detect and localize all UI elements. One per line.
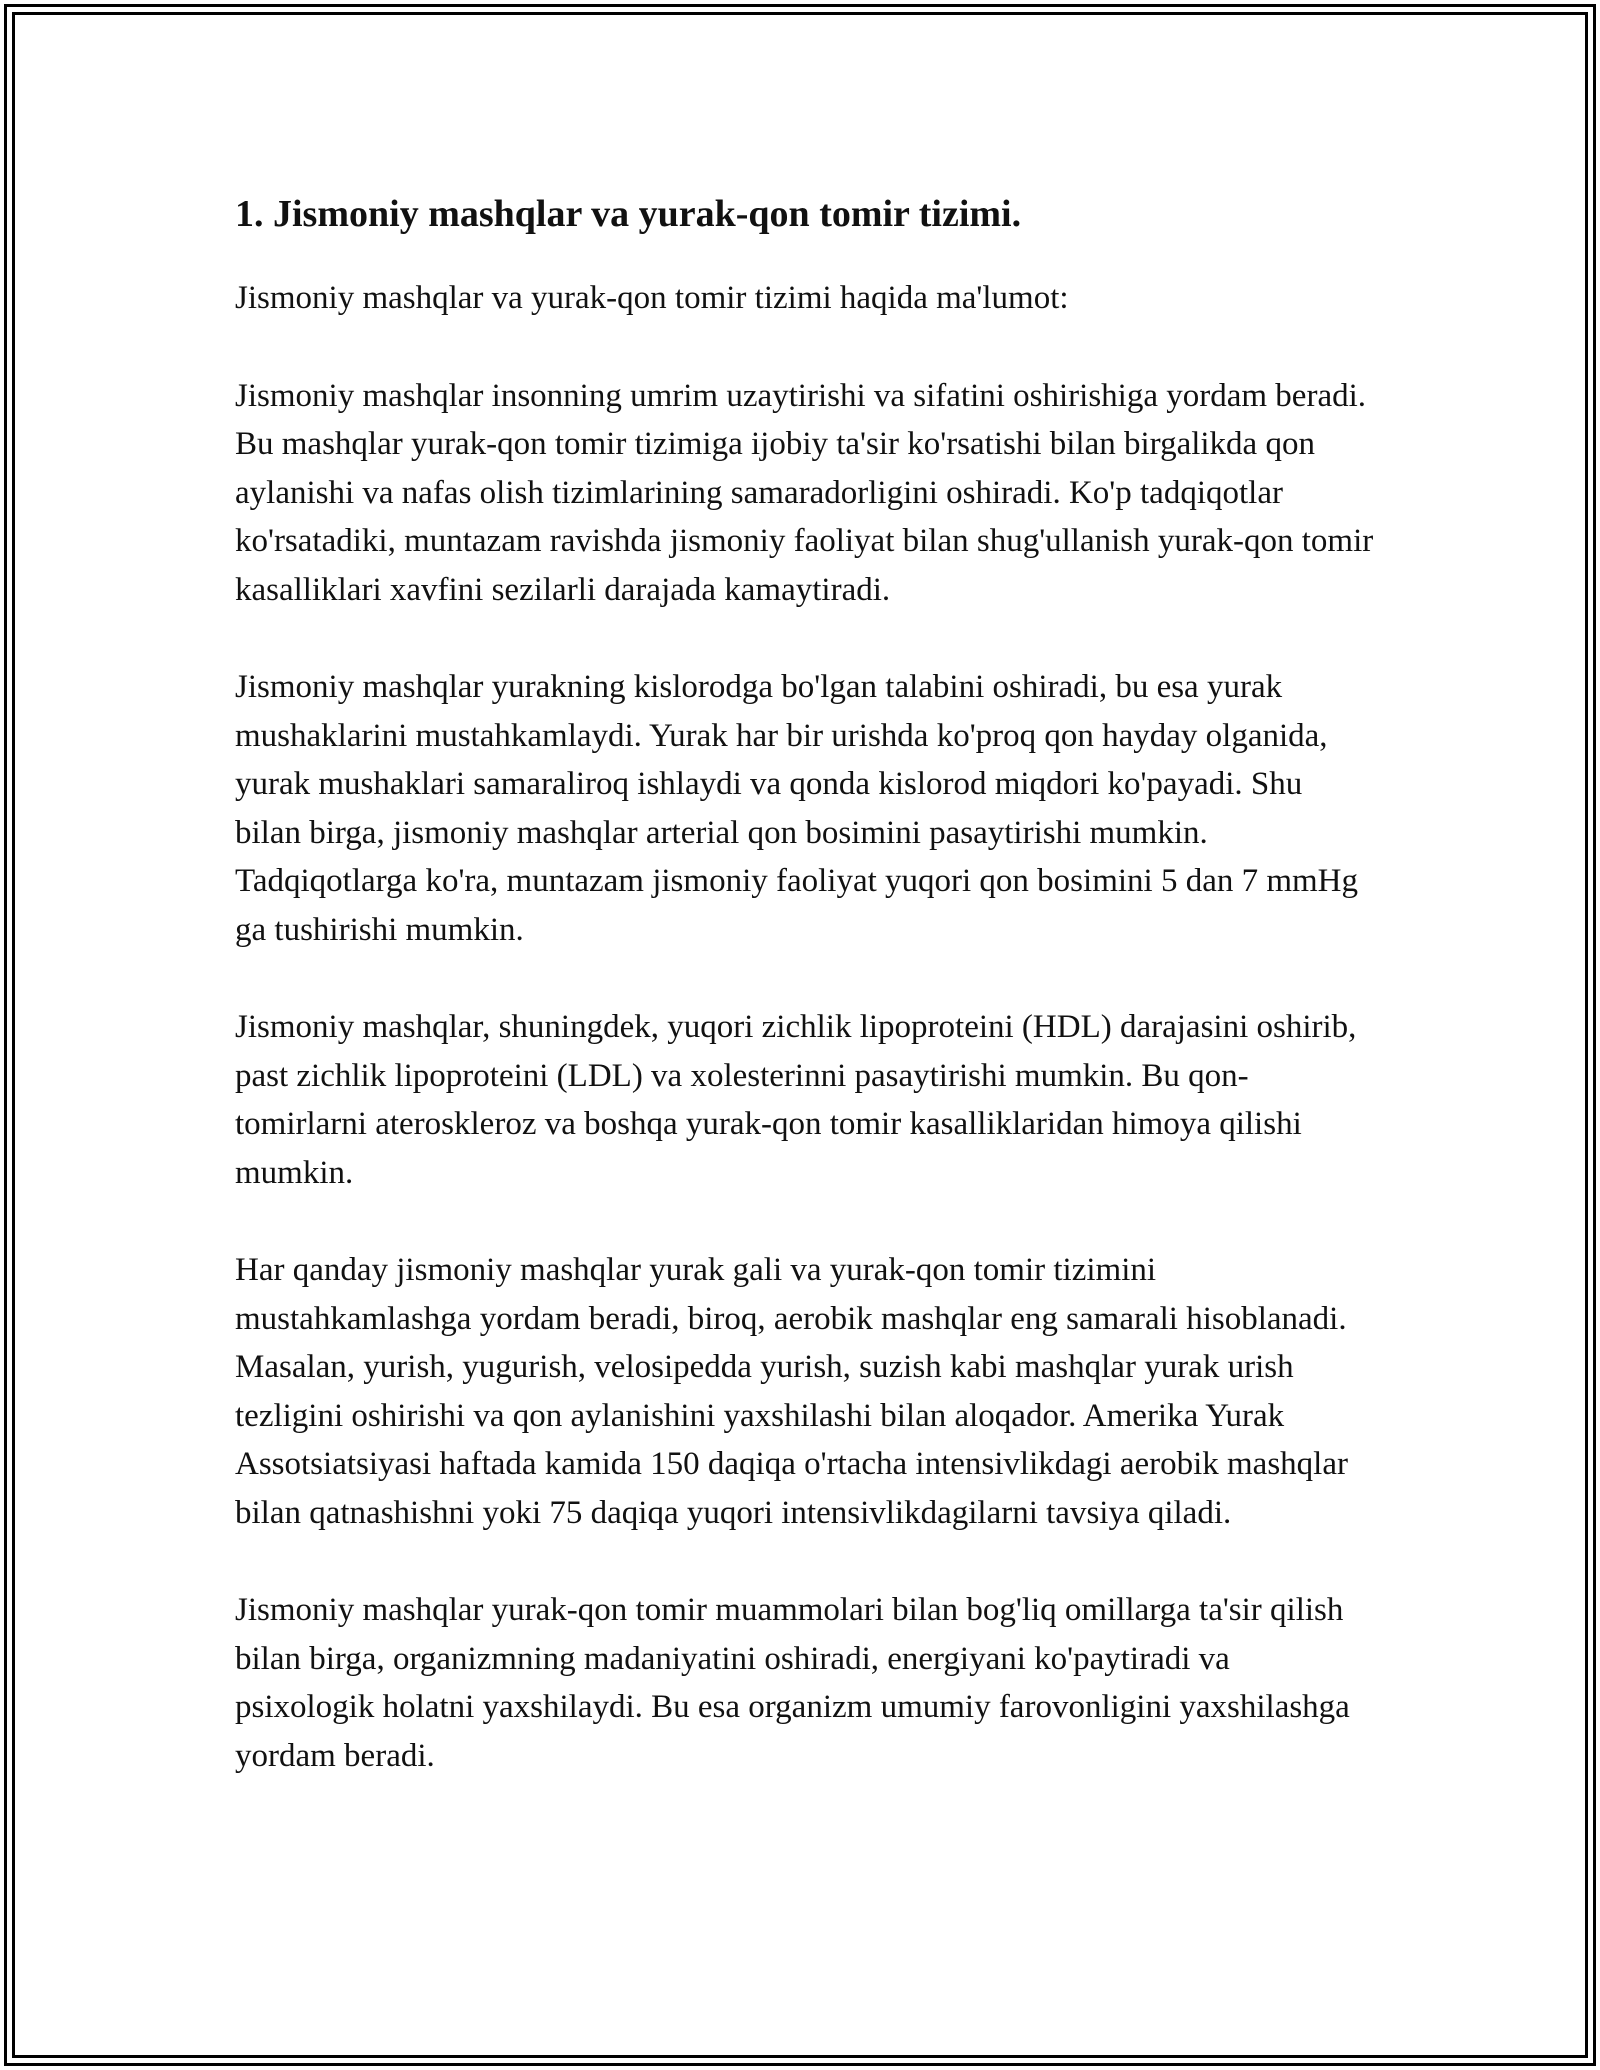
section-heading: 1. Jismoniy mashqlar va yurak-qon tomir tizimi. bbox=[235, 193, 1022, 235]
paragraph-2: Jismoniy mashqlar yurakning kislorodga bo'lgan talabini oshiradi, bu esa yurak mushaklarini mustahkamlaydi. Yurak har bir urishda ko'proq qon hayday olganida, yurak mushaklari samaraliroq ishlaydi va qonda kislorod miqdori ko'payadi. Shu bilan birga, jismoniy mashqlar arterial qon bosimini pasaytirishi mumkin. Tadqiqotlarga ko'ra, muntazam jismoniy faoliyat yuqori qon bosimini 5 dan 7 mmHg ga tushirishi mumkin. bbox=[235, 669, 1359, 948]
paragraph-4: Har qanday jismoniy mashqlar yurak gali va yurak-qon tomir tizimini mustahkamlashga yordam beradi, biroq, aerobik mashqlar eng samarali hisoblanadi. Masalan, yurish, yugurish, velosipedda yurish, suzish kabi mashqlar yurak urish tezligini oshirishi va qon aylanishini yaxshilashi bilan aloqador. Amerika Yurak Assotsiatsiyasi haftada kamida 150 daqiqa o'rtacha intensivlikdagi aerobik mashqlar bilan qatnashishni yoki 75 daqiqa yuqori intensivlikdagilarni tavsiya qiladi. bbox=[235, 1252, 1348, 1531]
paragraph-1: Jismoniy mashqlar insonning umrim uzaytirishi va sifatini oshirishiga yordam beradi. Bu mashqlar yurak-qon tomir tizimiga ijobiy ta'sir ko'rsatishi bilan birgalikda qon aylanishi va nafas olish tizimlarining samaradorligini oshiradi. Ko'p tadqiqotlar ko'rsatadiki, muntazam ravishda jismoniy faoliyat bilan shug'ullanish yurak-qon tomir kasalliklari xavfini sezilarli darajada kamaytiradi. bbox=[235, 377, 1374, 608]
intro-paragraph: Jismoniy mashqlar va yurak-qon tomir tizimi haqida ma'lumot: bbox=[235, 280, 1069, 316]
paragraph-5: Jismoniy mashqlar yurak-qon tomir muammolari bilan bog'liq omillarga ta'sir qilish bilan birga, organizmning madaniyatini oshiradi, energiyani ko'paytiradi va psixologik holatni yaxshilaydi. Bu esa organizm umumiy farovonligini yaxshilashga yordam beradi. bbox=[235, 1592, 1350, 1774]
document-body bbox=[235, 186, 1375, 1829]
paragraph-3: Jismoniy mashqlar, shuningdek, yuqori zichlik lipoproteini (HDL) darajasini oshirib, past zichlik lipoproteini (LDL) va xolesterinni pasaytirishi mumkin. Bu qon-tomirlarni ateroskleroz va boshqa yurak-qon tomir kasalliklaridan himoya qilishi mumkin. bbox=[235, 1009, 1357, 1191]
